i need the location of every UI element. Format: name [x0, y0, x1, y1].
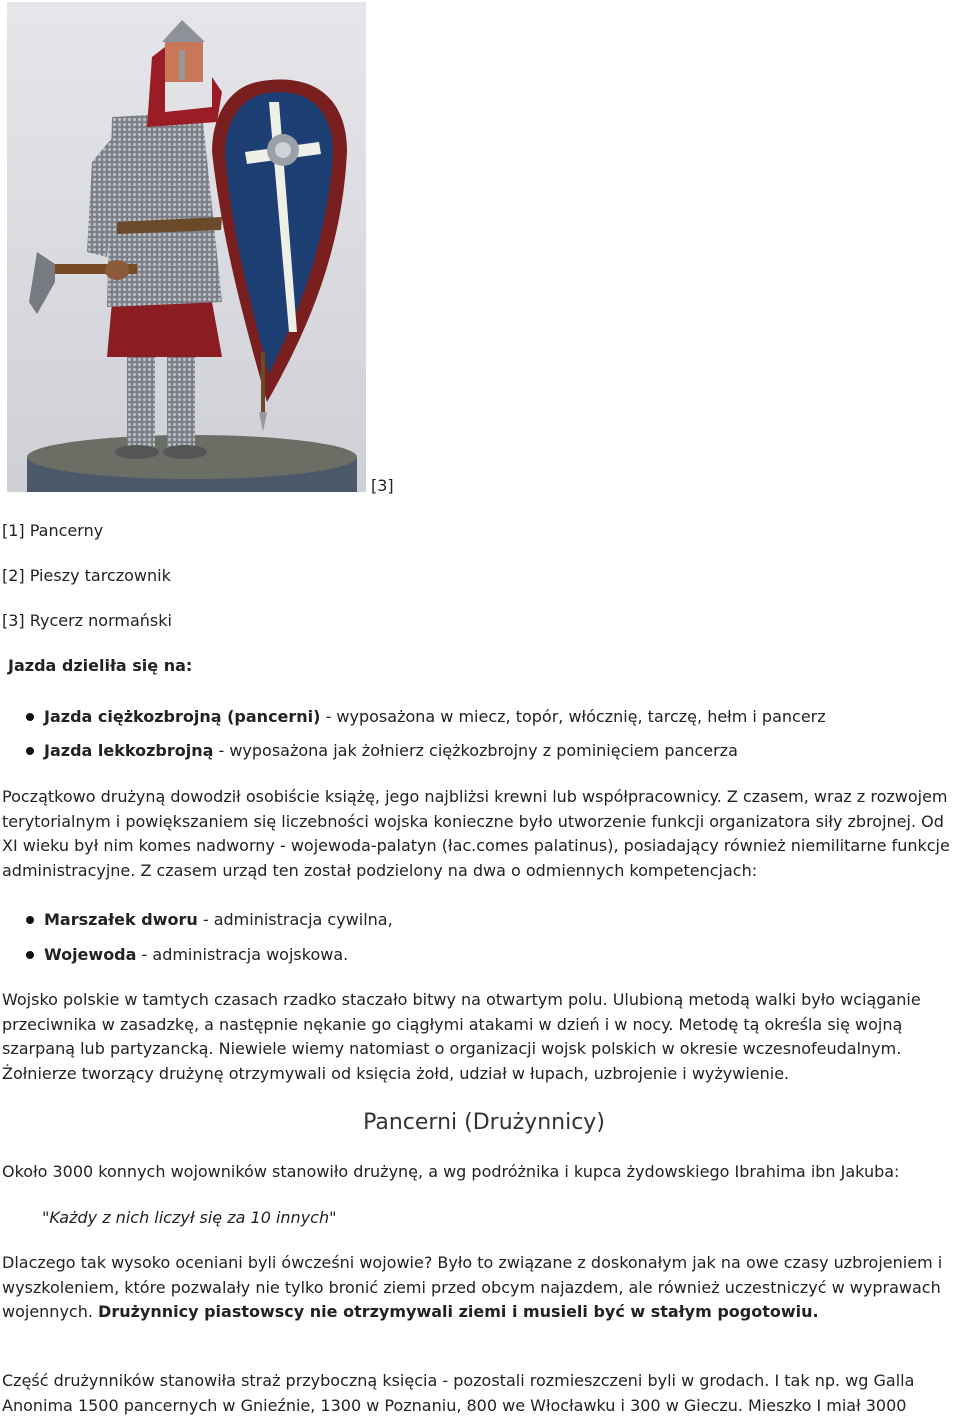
list-item: Wojewoda - administracja wojskowa.: [0, 945, 393, 965]
paragraph: Część drużynników stanowiła straż przyboczną księcia - pozostali rozmieszczeni byli w grodach. I tak np. wg Galla Anonima 1500 pancernych w Gnieźnie, 1300 w Poznaniu, 800 we Włocławku i 300 w Gieczu. Mieszko I miał 3000: [2, 1371, 915, 1415]
figure-caption: [3]: [371, 476, 394, 495]
offices-list: [0, 910, 393, 965]
list-item: Marszałek dworu - administracja cywilna,: [0, 910, 393, 930]
ref-item: [1] Pancerny: [2, 521, 104, 540]
cavalry-list: [0, 707, 826, 761]
ref-item: [3] Rycerz normański: [2, 611, 172, 630]
ref-item: [2] Pieszy tarczownik: [2, 566, 171, 585]
norman-knight-illustration: [7, 2, 366, 492]
list-item: Jazda lekkozbrojną - wyposażona jak żołnierz ciężkozbrojny z pominięciem pancerza: [0, 741, 826, 761]
section-heading: Pancerni (Drużynnicy): [363, 1110, 605, 1135]
paragraph: Dlaczego tak wysoko oceniani byli ówcześni wojowie? Było to związane z doskonałym jak na owe czasy uzbrojeniem i wyszkoleniem, które pozwalały nie tylko bronić ziemi przed obcym najazdem, ale również uczestniczyć w wyprawach wojennych. Drużynnicy piastowscy nie otrzymywali ziemi i musieli być w stałym pogotowiu.: [2, 1253, 943, 1321]
list-item: Jazda ciężkozbrojną (pancerni) - wyposażona w miecz, topór, włócznię, tarczę, hełm i pancerz: [0, 707, 826, 727]
quote: "Każdy z nich liczył się za 10 innych": [42, 1208, 337, 1227]
section-title: Jazda dzieliła się na:: [8, 656, 193, 675]
paragraph: Początkowo drużyną dowodził osobiście książę, jego najbliżsi krewni lub współpracownicy. Z czasem, wraz z rozwojem terytorialnym i powiększaniem się liczebności wojska konieczne było utworzenie funkcji organizatora siły zbrojnej. Od XI wieku był nim komes nadworny - wojewoda-palatyn (łac.comes palatinus), posiadający również niemilitarne funkcje administracyjne. Z czasem urząd ten został podzielony na dwa o odmiennych kompetencjach:: [2, 787, 950, 880]
knight-figure-image: [7, 2, 366, 492]
paragraph: Około 3000 konnych wojowników stanowiło drużynę, a wg podróżnika i kupca żydowskiego Ibrahima ibn Jakuba:: [2, 1162, 900, 1181]
paragraph: Wojsko polskie w tamtych czasach rzadko staczało bitwy na otwartym polu. Ulubioną metodą walki było wciąganie przeciwnika w zasadzkę, a następnie nękanie go ciągłymi atakami w dzień i w nocy. Metodę tą określa się wojną szarpaną lub partyzancką. Niewiele wiemy natomiast o organizacji wojsk polskich w okresie wczesnofeudalnym. Żołnierze tworzący drużynę otrzymywali od księcia żołd, udział w łupach, uzbrojenie i wyżywienie.: [2, 990, 921, 1083]
